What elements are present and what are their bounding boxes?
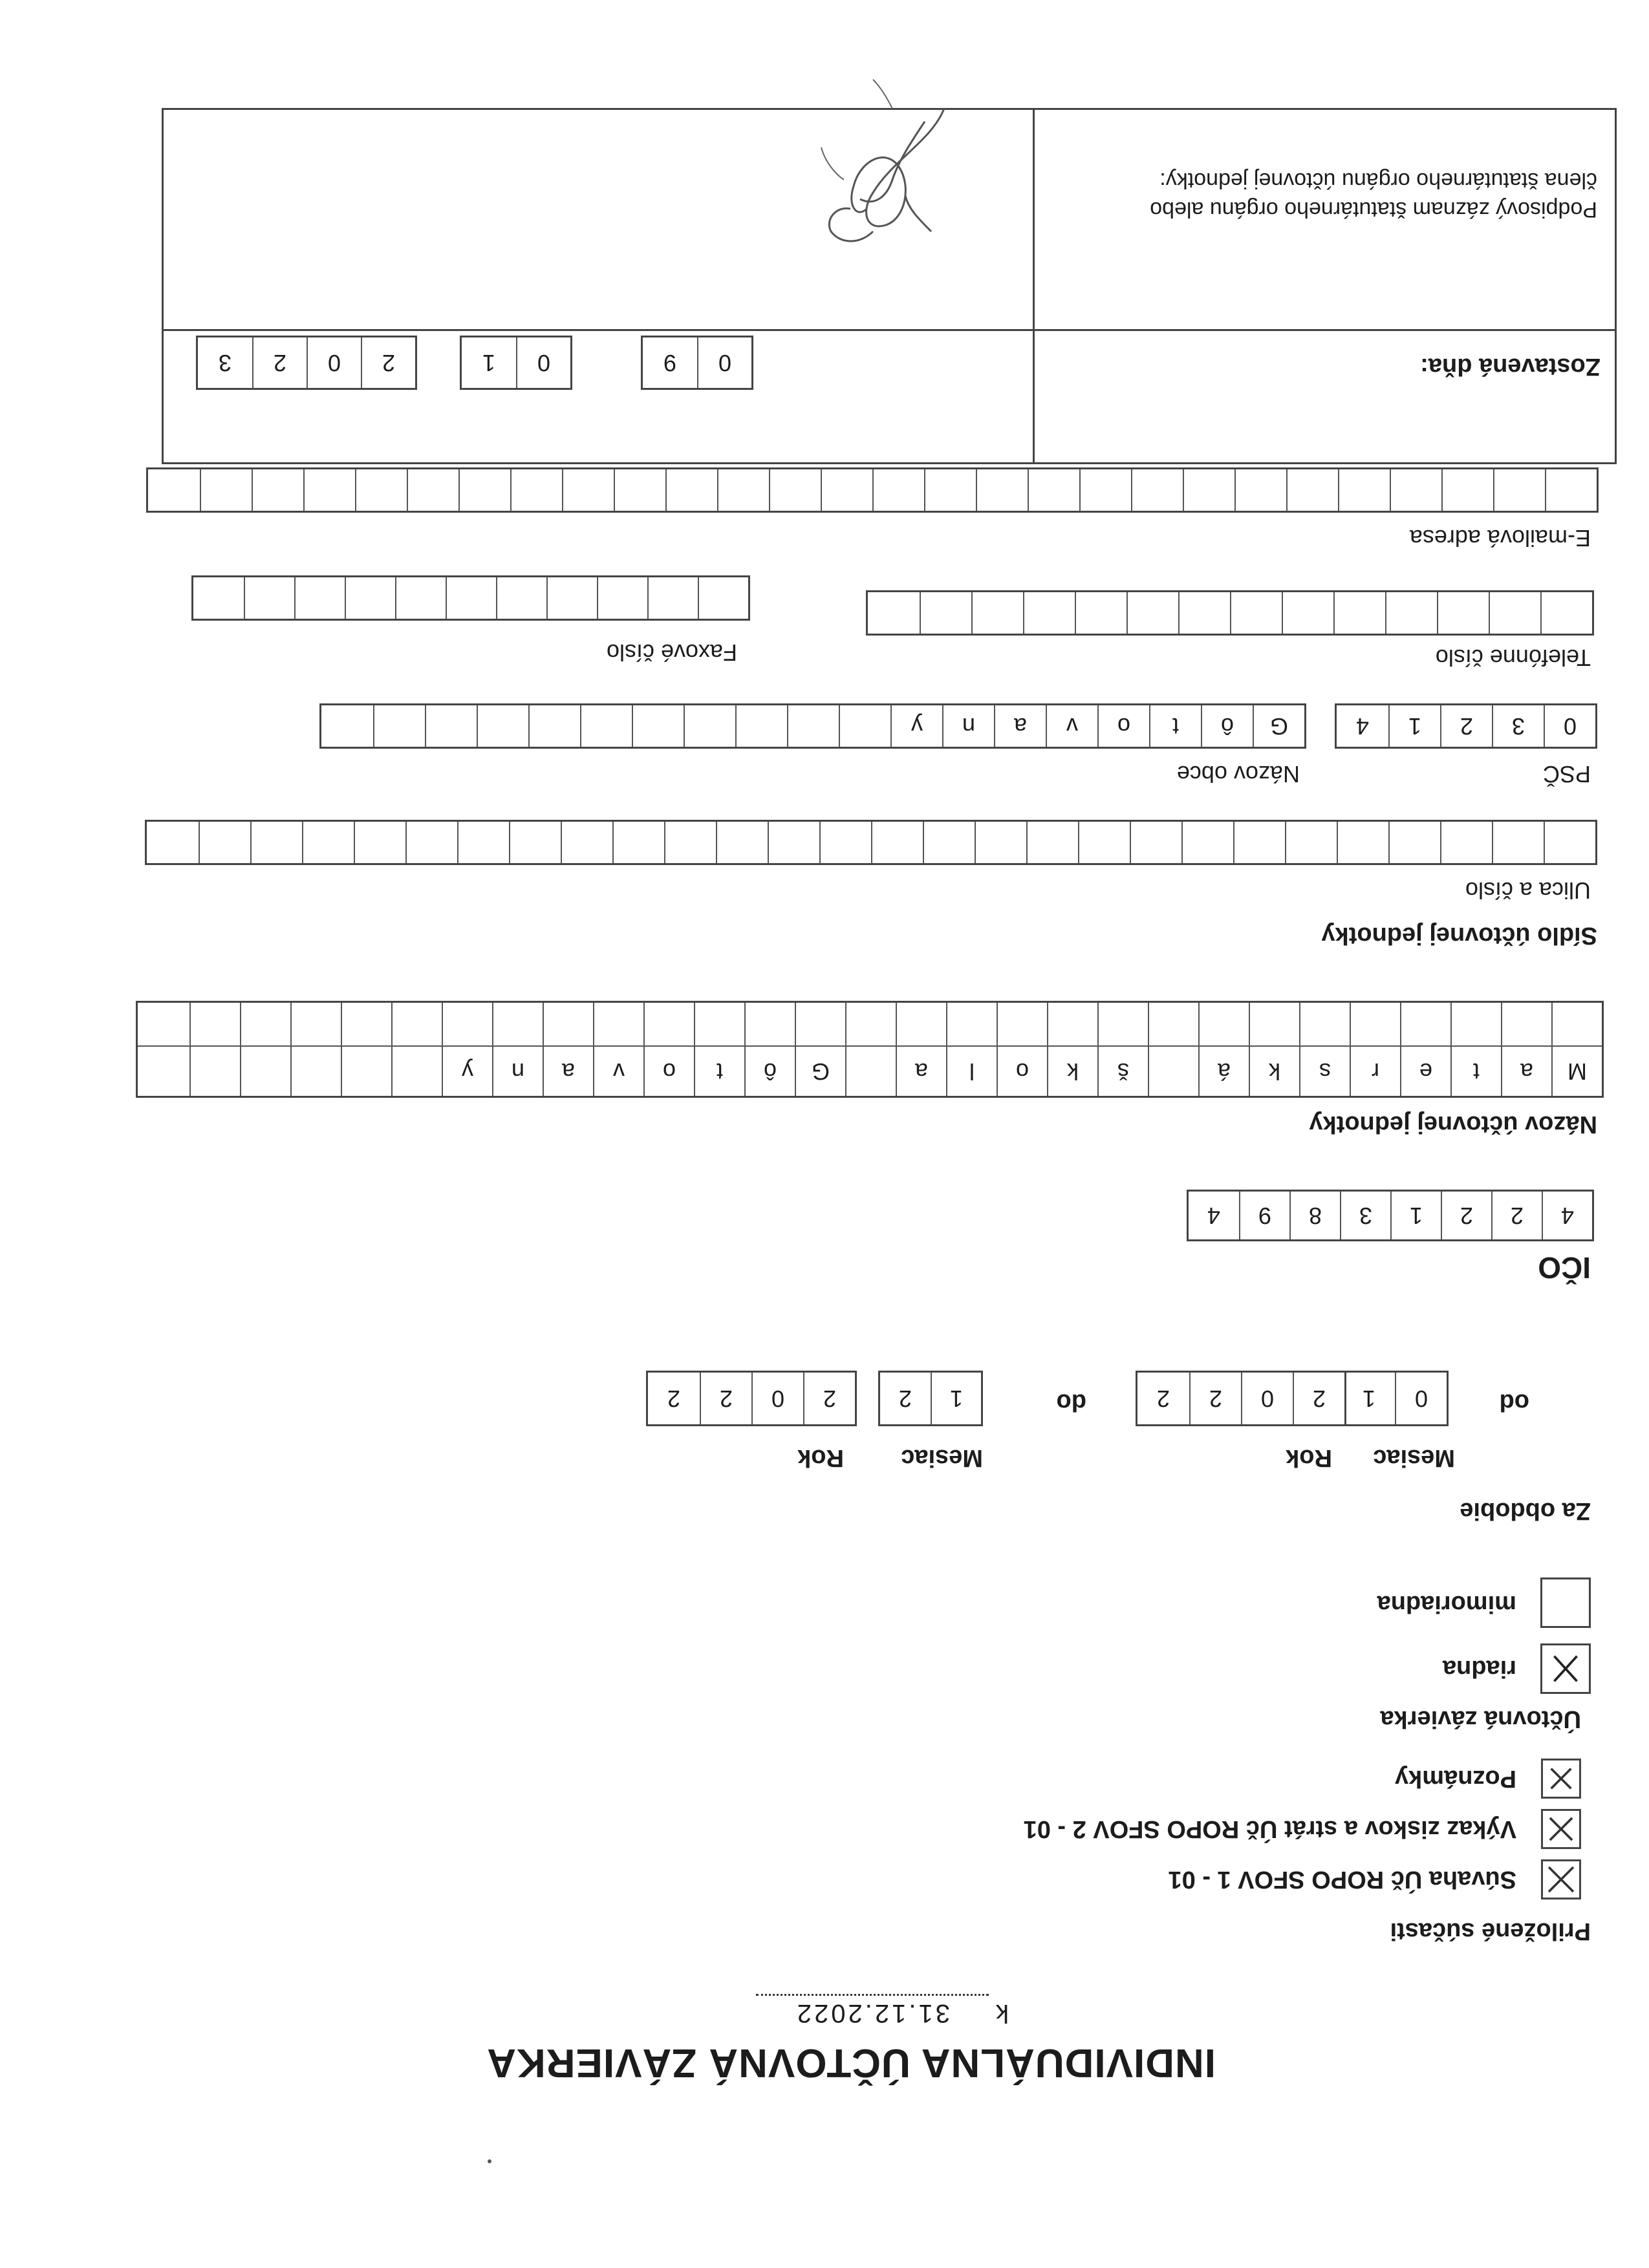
fax-char-cell — [496, 577, 546, 619]
attachment-label-balance: Súvaha Úč ROPO SFOV 1 - 01 — [1168, 1866, 1516, 1893]
city-char-cell: ô — [1201, 705, 1253, 747]
email-char-cell — [872, 469, 924, 511]
entity-name-char-cell — [1047, 1003, 1097, 1045]
entity-name-char-cell — [341, 1003, 391, 1045]
entity-name-char-cell: o — [997, 1047, 1047, 1096]
statement-type-label-regular: riadna — [1442, 1655, 1516, 1682]
entity-name-char-cell — [795, 1003, 845, 1045]
ico-label: IČO — [1538, 1251, 1591, 1285]
email-char-cell — [1028, 469, 1079, 511]
city-char-cell: v — [1046, 705, 1097, 747]
street-char-cell — [768, 822, 819, 863]
entity-name-char-cell: a — [896, 1047, 946, 1096]
psc-char-cell: 4 — [1355, 713, 1370, 740]
digit-cell: 0 — [697, 337, 751, 388]
entity-name-char-cell: n — [492, 1047, 543, 1096]
entity-name-char-cell — [391, 1047, 442, 1096]
period-to-year-label: Rok — [797, 1444, 844, 1471]
street-char-cell — [457, 822, 509, 863]
email-char-cell — [665, 469, 717, 511]
entity-name-char-cell — [1198, 1003, 1249, 1045]
phone-char-cell — [1333, 592, 1385, 634]
entity-name-char-cell — [1148, 1047, 1198, 1096]
fax-char-cell — [244, 577, 294, 619]
statement-type-label-extraordinary: mimoriadna — [1377, 1590, 1516, 1618]
email-char-cell — [1183, 469, 1234, 511]
entity-name-char-cell — [744, 1003, 795, 1045]
entity-name-char-cell — [1350, 1003, 1400, 1045]
phone-char-cell — [1489, 592, 1540, 634]
phone-char-cell — [1023, 592, 1075, 634]
fax-char-cell — [597, 577, 647, 619]
digit-cell: 1 — [1390, 1192, 1441, 1239]
street-char-cell — [147, 822, 199, 863]
report-date-line — [756, 1994, 1009, 2027]
attachment-checkbox-income[interactable] — [1541, 1809, 1581, 1849]
email-char-cell — [1493, 469, 1545, 511]
digit-cell: 4 — [1207, 1203, 1221, 1229]
city-char-cell: o — [1097, 705, 1149, 747]
street-char-cell — [716, 822, 768, 863]
table-border-left — [1615, 108, 1617, 464]
street-char-cell — [1492, 822, 1544, 863]
street-char-cell — [1388, 822, 1440, 863]
table-border-right — [162, 108, 164, 464]
entity-name-char-cell — [290, 1047, 341, 1096]
attachments-heading: Priložené súčasti — [1390, 1918, 1591, 1945]
street-char-cell — [1337, 822, 1388, 863]
ico-field[interactable] — [1187, 1190, 1594, 1241]
entity-name-char-cell: r — [1350, 1047, 1400, 1096]
city-field[interactable] — [319, 703, 1306, 749]
street-char-cell — [1078, 822, 1130, 863]
city-char-cell: G — [1253, 705, 1304, 747]
email-char-cell — [562, 469, 614, 511]
psc-char-cell: 2 — [1440, 705, 1492, 747]
street-label: Ulica a číslo — [1465, 877, 1591, 904]
compiled-day[interactable] — [641, 336, 753, 390]
period-from-month-label: Mesiac — [1373, 1444, 1455, 1471]
entity-name-char-cell: o — [643, 1047, 694, 1096]
entity-name-char-cell: t — [1450, 1047, 1501, 1096]
entity-name-char-cell: š — [1097, 1047, 1148, 1096]
entity-name-char-cell — [1551, 1003, 1602, 1045]
attachment-checkbox-notes[interactable] — [1541, 1759, 1581, 1799]
digit-cell: 0 — [307, 337, 361, 388]
entity-name-char-cell: k — [1047, 1047, 1097, 1096]
street-char-cell — [1440, 822, 1492, 863]
address-heading: Sídlo účtovnej jednotky — [1321, 922, 1597, 949]
email-char-cell — [1234, 469, 1286, 511]
street-char-cell — [250, 822, 302, 863]
city-char-cell: t — [1149, 705, 1201, 747]
compiled-label: Zostavená dňa: — [1420, 353, 1600, 380]
entity-name-char-cell — [946, 1003, 997, 1045]
digit-cell: 1 — [482, 350, 496, 376]
signature-label-line1: Podpisový záznam štatutárneho orgánu alebo — [1150, 197, 1597, 222]
phone-char-cell — [1230, 592, 1282, 634]
entity-name-char-cell: a — [543, 1047, 593, 1096]
email-char-cell — [1131, 469, 1183, 511]
entity-name-char-cell: y — [442, 1047, 492, 1096]
email-char-cell — [252, 469, 303, 511]
psc-field[interactable] — [1335, 703, 1597, 749]
entity-name-char-cell — [1249, 1003, 1299, 1045]
table-divider-horizontal — [162, 329, 1617, 331]
phone-char-cell — [971, 592, 1023, 634]
phone-label: Telefónne číslo — [1435, 645, 1591, 671]
digit-cell: 3 — [218, 350, 232, 376]
psc-char-cell: 0 — [1544, 705, 1595, 747]
compiled-month[interactable] — [460, 336, 572, 390]
street-char-cell — [975, 822, 1026, 863]
entity-name-char-cell — [694, 1003, 744, 1045]
street-char-cell — [923, 822, 975, 863]
street-char-cell — [612, 822, 664, 863]
email-char-cell — [1338, 469, 1390, 511]
entity-name-char-cell — [189, 1047, 240, 1096]
street-char-cell — [1026, 822, 1078, 863]
digit-cell: 9 — [1239, 1192, 1289, 1239]
email-char-cell — [200, 469, 252, 511]
entity-name-char-cell — [240, 1003, 290, 1045]
city-char-cell — [321, 705, 373, 747]
entity-name-char-cell — [593, 1003, 643, 1045]
digit-cell: 2 — [803, 1373, 855, 1424]
street-char-cell — [1544, 822, 1595, 863]
street-char-cell — [302, 822, 354, 863]
fax-field[interactable] — [191, 575, 750, 621]
attachment-checkbox-balance[interactable] — [1541, 1859, 1581, 1899]
entity-name-char-cell — [845, 1047, 896, 1096]
psc-label: PSČ — [1542, 761, 1591, 787]
psc-char-cell: 3 — [1492, 705, 1544, 747]
entity-name-char-cell: t — [694, 1047, 744, 1096]
entity-name-char-cell — [391, 1003, 442, 1045]
digit-cell: 2 — [252, 337, 307, 388]
fax-label: Faxové číslo — [606, 639, 737, 666]
digit-cell: 0 — [1395, 1373, 1447, 1424]
entity-name-char-cell — [1299, 1003, 1350, 1045]
entity-name-char-cell: á — [1198, 1047, 1249, 1096]
city-char-cell — [373, 705, 425, 747]
phone-field[interactable] — [866, 590, 1594, 636]
entity-name-char-cell — [240, 1047, 290, 1096]
entity-name-char-cell: v — [593, 1047, 643, 1096]
entity-name-label: Názov účtovnej jednotky — [1309, 1111, 1597, 1138]
street-char-cell — [561, 822, 612, 863]
phone-char-cell — [1385, 592, 1437, 634]
period-from-year-label: Rok — [1286, 1444, 1332, 1471]
period-from-month[interactable] — [1341, 1371, 1449, 1426]
table-border-top — [162, 462, 1617, 464]
email-char-cell — [355, 469, 407, 511]
digit-cell: 2 — [700, 1373, 751, 1424]
entity-name-char-cell: a — [1501, 1047, 1551, 1096]
phone-char-cell — [1282, 592, 1333, 634]
entity-name-char-cell — [1097, 1003, 1148, 1045]
email-char-cell — [1286, 469, 1338, 511]
digit-cell: 8 — [1289, 1192, 1340, 1239]
digit-cell: 4 — [1542, 1192, 1592, 1239]
period-from-year[interactable] — [1136, 1371, 1346, 1426]
digit-cell: 1 — [931, 1373, 981, 1424]
entity-name-char-cell — [997, 1003, 1047, 1045]
fax-char-cell — [294, 577, 345, 619]
psc-char-cell: 1 — [1388, 705, 1440, 747]
city-char-cell: n — [942, 705, 994, 747]
email-char-cell — [510, 469, 562, 511]
city-char-cell: y — [890, 705, 942, 747]
street-char-cell — [1130, 822, 1181, 863]
entity-name-char-cell: e — [1400, 1047, 1450, 1096]
report-date: 31.12.2022 — [756, 1994, 989, 2027]
email-char-cell — [769, 469, 821, 511]
digit-cell: 2 — [1189, 1373, 1241, 1424]
email-char-cell — [717, 469, 769, 511]
digit-cell: 3 — [1340, 1192, 1390, 1239]
entity-name-char-cell — [139, 1003, 189, 1045]
entity-name-char-cell — [139, 1047, 189, 1096]
fax-char-cell — [345, 577, 395, 619]
digit-cell: 2 — [667, 1385, 681, 1412]
email-char-cell — [458, 469, 510, 511]
email-char-cell — [407, 469, 458, 511]
entity-name-char-cell — [290, 1003, 341, 1045]
digit-cell: 2 — [898, 1385, 912, 1412]
phone-char-cell — [1178, 592, 1230, 634]
statement-type-heading: Účtovná závierka — [1380, 1706, 1581, 1733]
entity-name-char-cell — [845, 1003, 896, 1045]
email-char-cell — [1390, 469, 1441, 511]
attachment-label-income: Výkaz ziskov a strát Úč ROPO SFOV 2 - 01 — [1023, 1815, 1516, 1843]
attachment-label-notes: Poznámky — [1395, 1765, 1516, 1792]
entity-name-char-cell: s — [1299, 1047, 1350, 1096]
email-char-cell — [148, 469, 200, 511]
period-to-year[interactable] — [646, 1371, 857, 1426]
phone-char-cell — [1437, 592, 1489, 634]
entity-name-char-cell — [1148, 1003, 1198, 1045]
entity-name-char-cell: M — [1551, 1047, 1602, 1096]
fax-char-cell — [698, 577, 748, 619]
digit-cell: 0 — [751, 1373, 803, 1424]
entity-name-char-cell: G — [795, 1047, 845, 1096]
city-char-cell — [735, 705, 787, 747]
entity-name-char-cell — [896, 1003, 946, 1045]
street-char-cell — [405, 822, 457, 863]
digit-cell: 2 — [1156, 1385, 1170, 1412]
street-char-cell — [664, 822, 716, 863]
city-char-cell — [528, 705, 580, 747]
signature-label-line2: člena štatutárneho orgánu účtovnej jednotky: — [1159, 168, 1597, 193]
digit-cell: 2 — [361, 337, 415, 388]
entity-name-char-cell — [1400, 1003, 1450, 1045]
digit-cell: 0 — [516, 337, 570, 388]
fax-char-cell — [395, 577, 446, 619]
fax-char-cell — [193, 577, 244, 619]
street-char-cell — [1233, 822, 1285, 863]
email-field[interactable] — [146, 467, 1599, 513]
phone-char-cell — [1126, 592, 1178, 634]
street-field[interactable] — [145, 820, 1597, 865]
fax-char-cell — [446, 577, 496, 619]
entity-name-char-cell — [1501, 1003, 1551, 1045]
period-to-month-label: Mesiac — [901, 1444, 983, 1471]
entity-name-char-cell — [341, 1047, 391, 1096]
entity-name-char-cell — [189, 1003, 240, 1045]
period-to-label: do — [1056, 1389, 1086, 1416]
period-heading: Za obdobie — [1460, 1497, 1591, 1524]
entity-name-field[interactable] — [136, 1001, 1604, 1098]
digit-cell: 2 — [1441, 1192, 1491, 1239]
street-char-cell — [819, 822, 871, 863]
handwritten-signature — [802, 76, 970, 270]
digit-cell: 0 — [1241, 1373, 1293, 1424]
street-char-cell — [871, 822, 923, 863]
report-date-prefix: k — [996, 1999, 1009, 2027]
table-divider-vertical — [1033, 108, 1035, 464]
street-char-cell — [199, 822, 250, 863]
email-char-cell — [1079, 469, 1131, 511]
digit-cell: 9 — [663, 350, 677, 376]
scan-speck — [488, 2159, 491, 2163]
city-char-cell — [632, 705, 684, 747]
email-char-cell — [976, 469, 1028, 511]
city-char-cell — [787, 705, 839, 747]
digit-cell: 2 — [1293, 1373, 1344, 1424]
city-char-cell — [580, 705, 632, 747]
phone-char-cell — [1075, 592, 1126, 634]
entity-name-char-cell — [643, 1003, 694, 1045]
entity-name-char-cell — [543, 1003, 593, 1045]
email-char-cell — [614, 469, 665, 511]
entity-name-char-cell — [1450, 1003, 1501, 1045]
city-char-cell — [477, 705, 528, 747]
street-char-cell — [354, 822, 405, 863]
entity-name-char-cell — [492, 1003, 543, 1045]
phone-char-cell — [868, 592, 920, 634]
statement-type-checkbox-regular[interactable] — [1540, 1643, 1591, 1694]
street-char-cell — [1181, 822, 1233, 863]
period-to-month[interactable] — [878, 1371, 983, 1426]
city-char-cell — [684, 705, 735, 747]
city-label: Názov obce — [1176, 761, 1300, 787]
phone-char-cell — [920, 592, 971, 634]
city-char-cell — [425, 705, 477, 747]
document-title: INDIVIDUÁLNA ÚČTOVNÁ ZÁVIERKA — [486, 2040, 1216, 2085]
street-char-cell — [1285, 822, 1337, 863]
entity-name-char-cell — [442, 1003, 492, 1045]
city-char-cell: a — [994, 705, 1046, 747]
email-char-cell — [1441, 469, 1493, 511]
fax-char-cell — [647, 577, 698, 619]
email-char-cell — [821, 469, 872, 511]
entity-name-char-cell: l — [946, 1047, 997, 1096]
fax-char-cell — [546, 577, 597, 619]
entity-name-char-cell: ô — [744, 1047, 795, 1096]
digit-cell: 2 — [1491, 1192, 1542, 1239]
compiled-year[interactable] — [196, 336, 417, 390]
email-char-cell — [1545, 469, 1597, 511]
entity-name-char-cell: k — [1249, 1047, 1299, 1096]
statement-type-checkbox-extraordinary[interactable] — [1540, 1578, 1591, 1628]
period-from-label: od — [1499, 1389, 1529, 1416]
city-char-cell — [839, 705, 890, 747]
email-label: E-mailová adresa — [1409, 525, 1591, 551]
email-char-cell — [303, 469, 355, 511]
email-char-cell — [924, 469, 976, 511]
digit-cell: 1 — [1362, 1385, 1376, 1412]
phone-char-cell — [1540, 592, 1592, 634]
street-char-cell — [509, 822, 561, 863]
